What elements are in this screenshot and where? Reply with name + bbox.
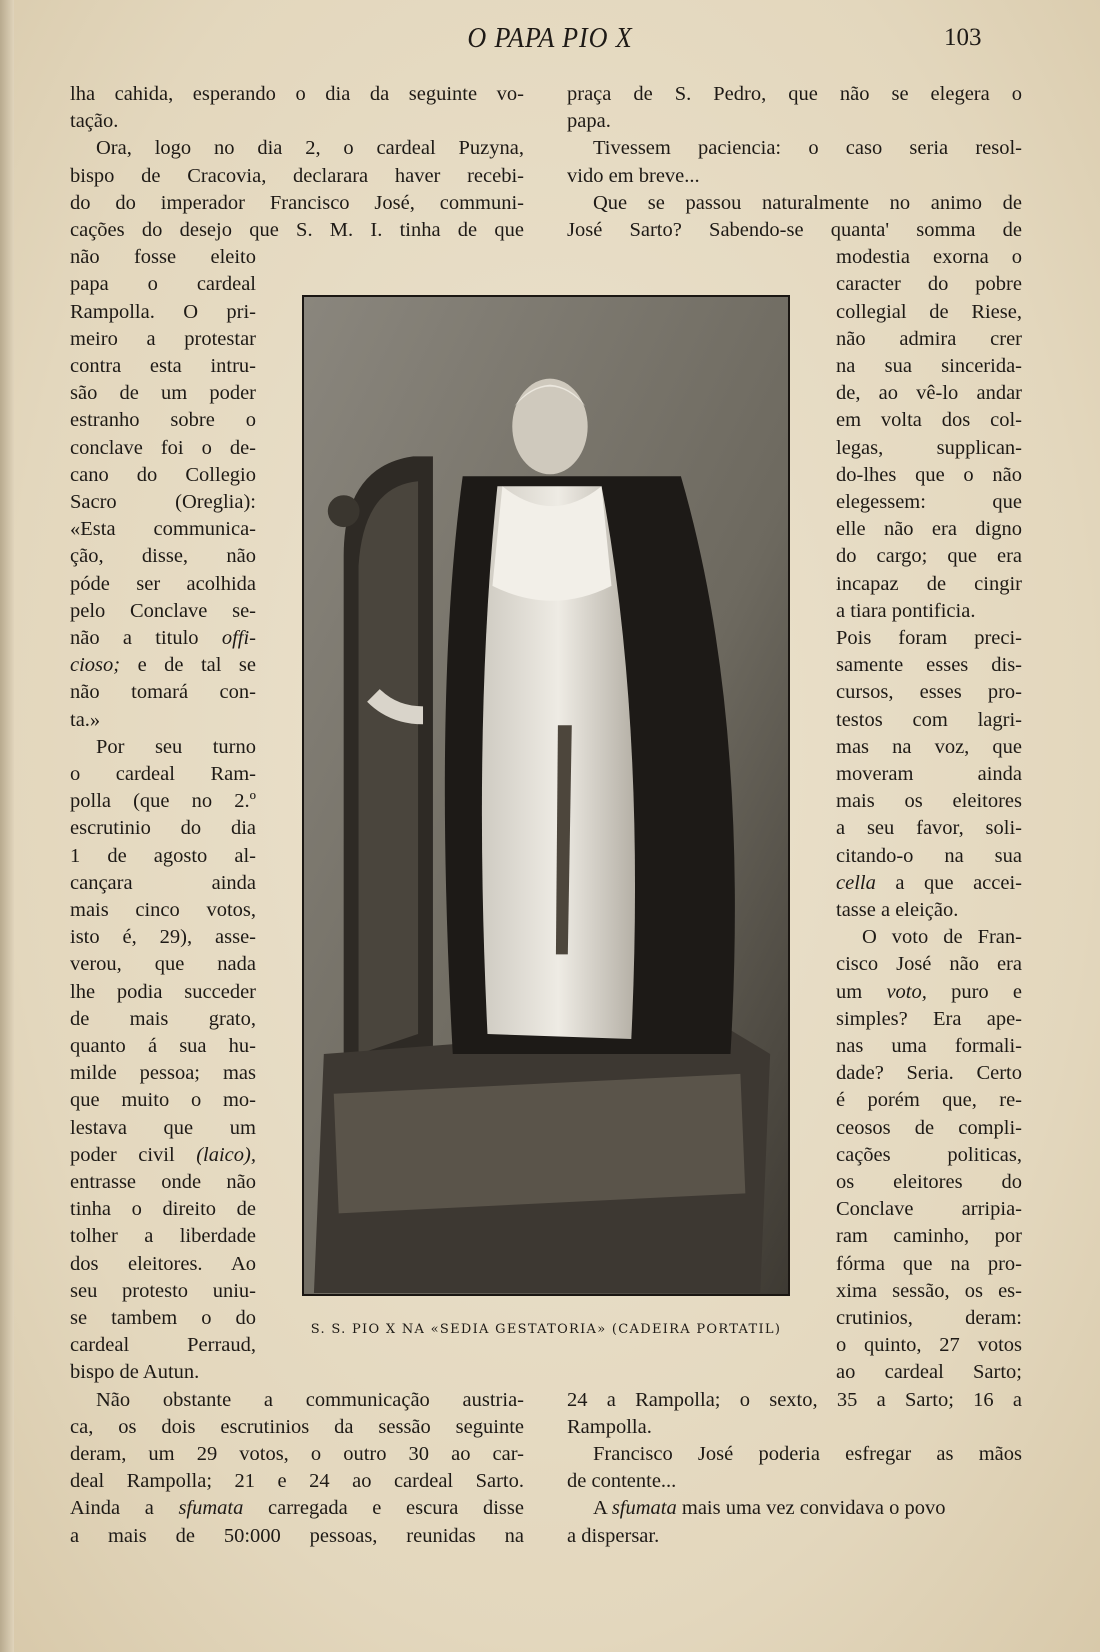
- text-line: ta.»: [70, 708, 101, 731]
- text-line: papa o cardeal: [70, 273, 256, 296]
- text-line: «Esta communica-: [70, 518, 256, 541]
- text-line: meiro a protestar: [70, 327, 256, 350]
- text-line: não tomará con-: [70, 681, 256, 704]
- italic-text: voto,: [886, 980, 927, 1003]
- text-line: xima sessão, os es-: [836, 1279, 1022, 1302]
- text-line: papa.: [567, 110, 611, 133]
- text-line: bispo de Autun.: [70, 1361, 200, 1384]
- text-line: tasse a eleição.: [836, 899, 959, 921]
- text-line: samente esses dis-: [836, 654, 1022, 677]
- text-line: [70, 625, 256, 652]
- text-line: collegial de Riese,: [836, 300, 1022, 323]
- text-line: o quinto, 27 votos: [836, 1334, 1022, 1357]
- text-line: cações politicas,: [836, 1143, 1022, 1166]
- text-segment: e de tal se: [120, 654, 256, 677]
- text-line: entrasse onde não: [70, 1171, 256, 1193]
- pope-on-sedia-gestatoria-photo: [304, 297, 788, 1294]
- text-line: testos com lagri-: [836, 708, 1022, 731]
- text-line: legas, supplican-: [836, 436, 1022, 459]
- text-line: conclave foi o de-: [70, 436, 256, 459]
- text-line: 24 a Rampolla; o sexto, 35 a Sarto; 16 a: [567, 1388, 1022, 1411]
- text-line: lhe podia succeder: [70, 980, 256, 1003]
- text-line: Conclave arripia-: [836, 1198, 1022, 1221]
- text-line: seu protesto uniu-: [70, 1279, 256, 1302]
- text-line: é porém que, re-: [836, 1089, 1022, 1112]
- italic-text: (laico),: [196, 1143, 256, 1166]
- portrait-illustration: [302, 295, 790, 1296]
- text-segment: A: [593, 1497, 612, 1520]
- text-line: lha cahida, esperando o dia da seguinte vo-: [70, 83, 524, 105]
- text-line: a mais de 50:000 pessoas, reunidas na: [70, 1524, 524, 1547]
- text-line: mas na voz, que: [836, 735, 1022, 758]
- text-line: [836, 870, 1022, 897]
- text-line: cardeal Perraud,: [70, 1334, 256, 1357]
- text-segment: carregada e escura disse: [243, 1497, 524, 1520]
- text-line: [567, 1495, 1022, 1522]
- text-line: cano do Collegio: [70, 463, 256, 486]
- text-line: moveram ainda: [836, 763, 1022, 785]
- text-line: Sacro (Oreglia):: [70, 491, 256, 513]
- text-line: elle não era digno: [836, 518, 1022, 541]
- text-line: modestia exorna o: [836, 246, 1022, 269]
- text-segment: Ainda a: [70, 1497, 179, 1520]
- text-line: vido em breve...: [567, 164, 700, 187]
- text-line: Tivessem paciencia: o caso seria resol-: [593, 137, 1022, 160]
- text-line: de contente...: [567, 1470, 677, 1493]
- text-line: contra esta intru-: [70, 355, 256, 377]
- text-line: a tiara pontificia.: [836, 599, 976, 622]
- text-line: ção, disse, não: [70, 545, 256, 568]
- text-line: elegessem: que: [836, 491, 1022, 513]
- running-header: [0, 20, 1100, 60]
- text-line: do cargo; que era: [836, 545, 1022, 568]
- text-line: a seu favor, soli-: [836, 817, 1022, 840]
- italic-text: cioso;: [70, 654, 121, 677]
- text-line: lestava que um: [70, 1116, 256, 1139]
- text-line: ceosos de compli-: [836, 1116, 1022, 1139]
- italic-text: cella: [836, 871, 876, 894]
- text-line: [70, 1142, 256, 1169]
- text-line: cançara ainda: [70, 871, 256, 894]
- text-line: a dispersar.: [567, 1524, 660, 1547]
- text-line: bispo de Cracovia, declarara haver recebi-: [70, 164, 524, 187]
- italic-text: offi-: [221, 627, 256, 649]
- text-segment: mais uma vez convidava o povo: [676, 1497, 946, 1520]
- text-line: Que se passou naturalmente no animo de: [593, 191, 1022, 214]
- text-line: do do imperador Francisco José, communi-: [70, 191, 524, 214]
- text-line: os eleitores do: [836, 1171, 1022, 1193]
- text-line: 1 de agosto al-: [70, 844, 256, 867]
- text-line: [70, 1495, 524, 1522]
- text-segment: poder civil: [70, 1143, 197, 1166]
- running-title: O PAPA PIO X: [467, 22, 633, 54]
- text-line: crutinios, deram:: [836, 1307, 1022, 1329]
- text-line: mais os eleitores: [836, 790, 1022, 813]
- text-segment: a que accei-: [875, 871, 1022, 894]
- text-line: verou, que nada: [70, 953, 256, 976]
- text-line: [70, 652, 256, 679]
- text-line: milde pessoa; mas: [70, 1062, 256, 1085]
- text-line: quanto á sua hu-: [70, 1035, 256, 1057]
- text-line: escrutinio do dia: [70, 817, 256, 840]
- page-edge-shadow: [0, 0, 14, 1652]
- text-line: O voto de Fran-: [862, 926, 1022, 949]
- text-line: Pois foram preci-: [836, 627, 1022, 649]
- text-line: incapaz de cingir: [836, 572, 1022, 595]
- text-line: Francisco José poderia esfregar as mãos: [593, 1443, 1022, 1465]
- text-line: citando-o na sua: [836, 844, 1022, 867]
- text-line: dade? Seria. Certo: [836, 1062, 1022, 1085]
- italic-text: sfumata: [611, 1497, 677, 1520]
- page-number: 103: [944, 24, 982, 51]
- figure-caption: S. S. PIO X NA «SEDIA GESTATORIA» (CADEIRA PORTATIL): [310, 1322, 782, 1337]
- italic-text: sfumata: [178, 1497, 244, 1520]
- text-segment: não a titulo: [70, 627, 222, 649]
- text-line: Por seu turno: [96, 735, 256, 758]
- text-line: Rampolla. O pri-: [70, 300, 256, 323]
- text-line: em volta dos col-: [836, 409, 1022, 432]
- text-line: simples? Era ape-: [836, 1007, 1022, 1030]
- text-line: se tambem o do: [70, 1307, 256, 1329]
- text-line: que muito o mo-: [70, 1089, 256, 1112]
- text-segment: puro e: [926, 980, 1022, 1003]
- text-line: não admira crer: [836, 327, 1022, 350]
- text-line: de mais grato,: [70, 1007, 256, 1030]
- text-line: ca, os dois escrutinios da sessão seguinte: [70, 1415, 524, 1438]
- text-line: cações do desejo que S. M. I. tinha de que: [70, 219, 524, 241]
- text-line: Ora, logo no dia 2, o cardeal Puzyna,: [96, 137, 524, 160]
- text-line: pelo Conclave se-: [70, 599, 256, 622]
- text-line: na sua sincerida-: [836, 355, 1022, 377]
- text-line: [836, 979, 1022, 1006]
- text-line: deal Rampolla; 21 e 24 ao cardeal Sarto.: [70, 1470, 524, 1493]
- text-line: caracter do pobre: [836, 273, 1022, 296]
- text-line: ram caminho, por: [836, 1225, 1022, 1248]
- text-line: deram, um 29 votos, o outro 30 ao car-: [70, 1443, 524, 1465]
- text-line: não fosse eleito: [70, 246, 256, 269]
- text-line: o cardeal Ram-: [70, 763, 256, 785]
- text-line: tação.: [70, 110, 119, 133]
- text-line: Não obstante a communicação austria-: [96, 1388, 524, 1411]
- text-line: polla (que no 2.º: [70, 790, 256, 813]
- text-line: tolher a liberdade: [70, 1225, 256, 1248]
- text-line: isto é, 29), asse-: [70, 926, 256, 949]
- text-line: dos eleitores. Ao: [70, 1252, 256, 1275]
- text-line: José Sarto? Sabendo-se quanta' somma de: [567, 219, 1022, 241]
- text-line: Rampolla.: [567, 1415, 652, 1438]
- text-line: de, ao vê-lo andar: [836, 382, 1022, 405]
- text-line: póde ser acolhida: [70, 572, 256, 595]
- text-line: ao cardeal Sarto;: [836, 1361, 1022, 1384]
- text-line: cursos, esses pro-: [836, 681, 1022, 704]
- text-line: estranho sobre o: [70, 409, 256, 432]
- text-line: nas uma formali-: [836, 1035, 1022, 1057]
- text-line: praça de S. Pedro, que não se elegera o: [567, 83, 1022, 105]
- text-line: são de um poder: [70, 382, 256, 405]
- text-line: do-lhes que o não: [836, 463, 1022, 486]
- text-line: mais cinco votos,: [70, 899, 256, 921]
- text-line: fórma que na pro-: [836, 1252, 1022, 1275]
- text-line: cisco José não era: [836, 953, 1022, 976]
- text-segment: um: [836, 980, 887, 1003]
- text-line: tinha o direito de: [70, 1198, 256, 1221]
